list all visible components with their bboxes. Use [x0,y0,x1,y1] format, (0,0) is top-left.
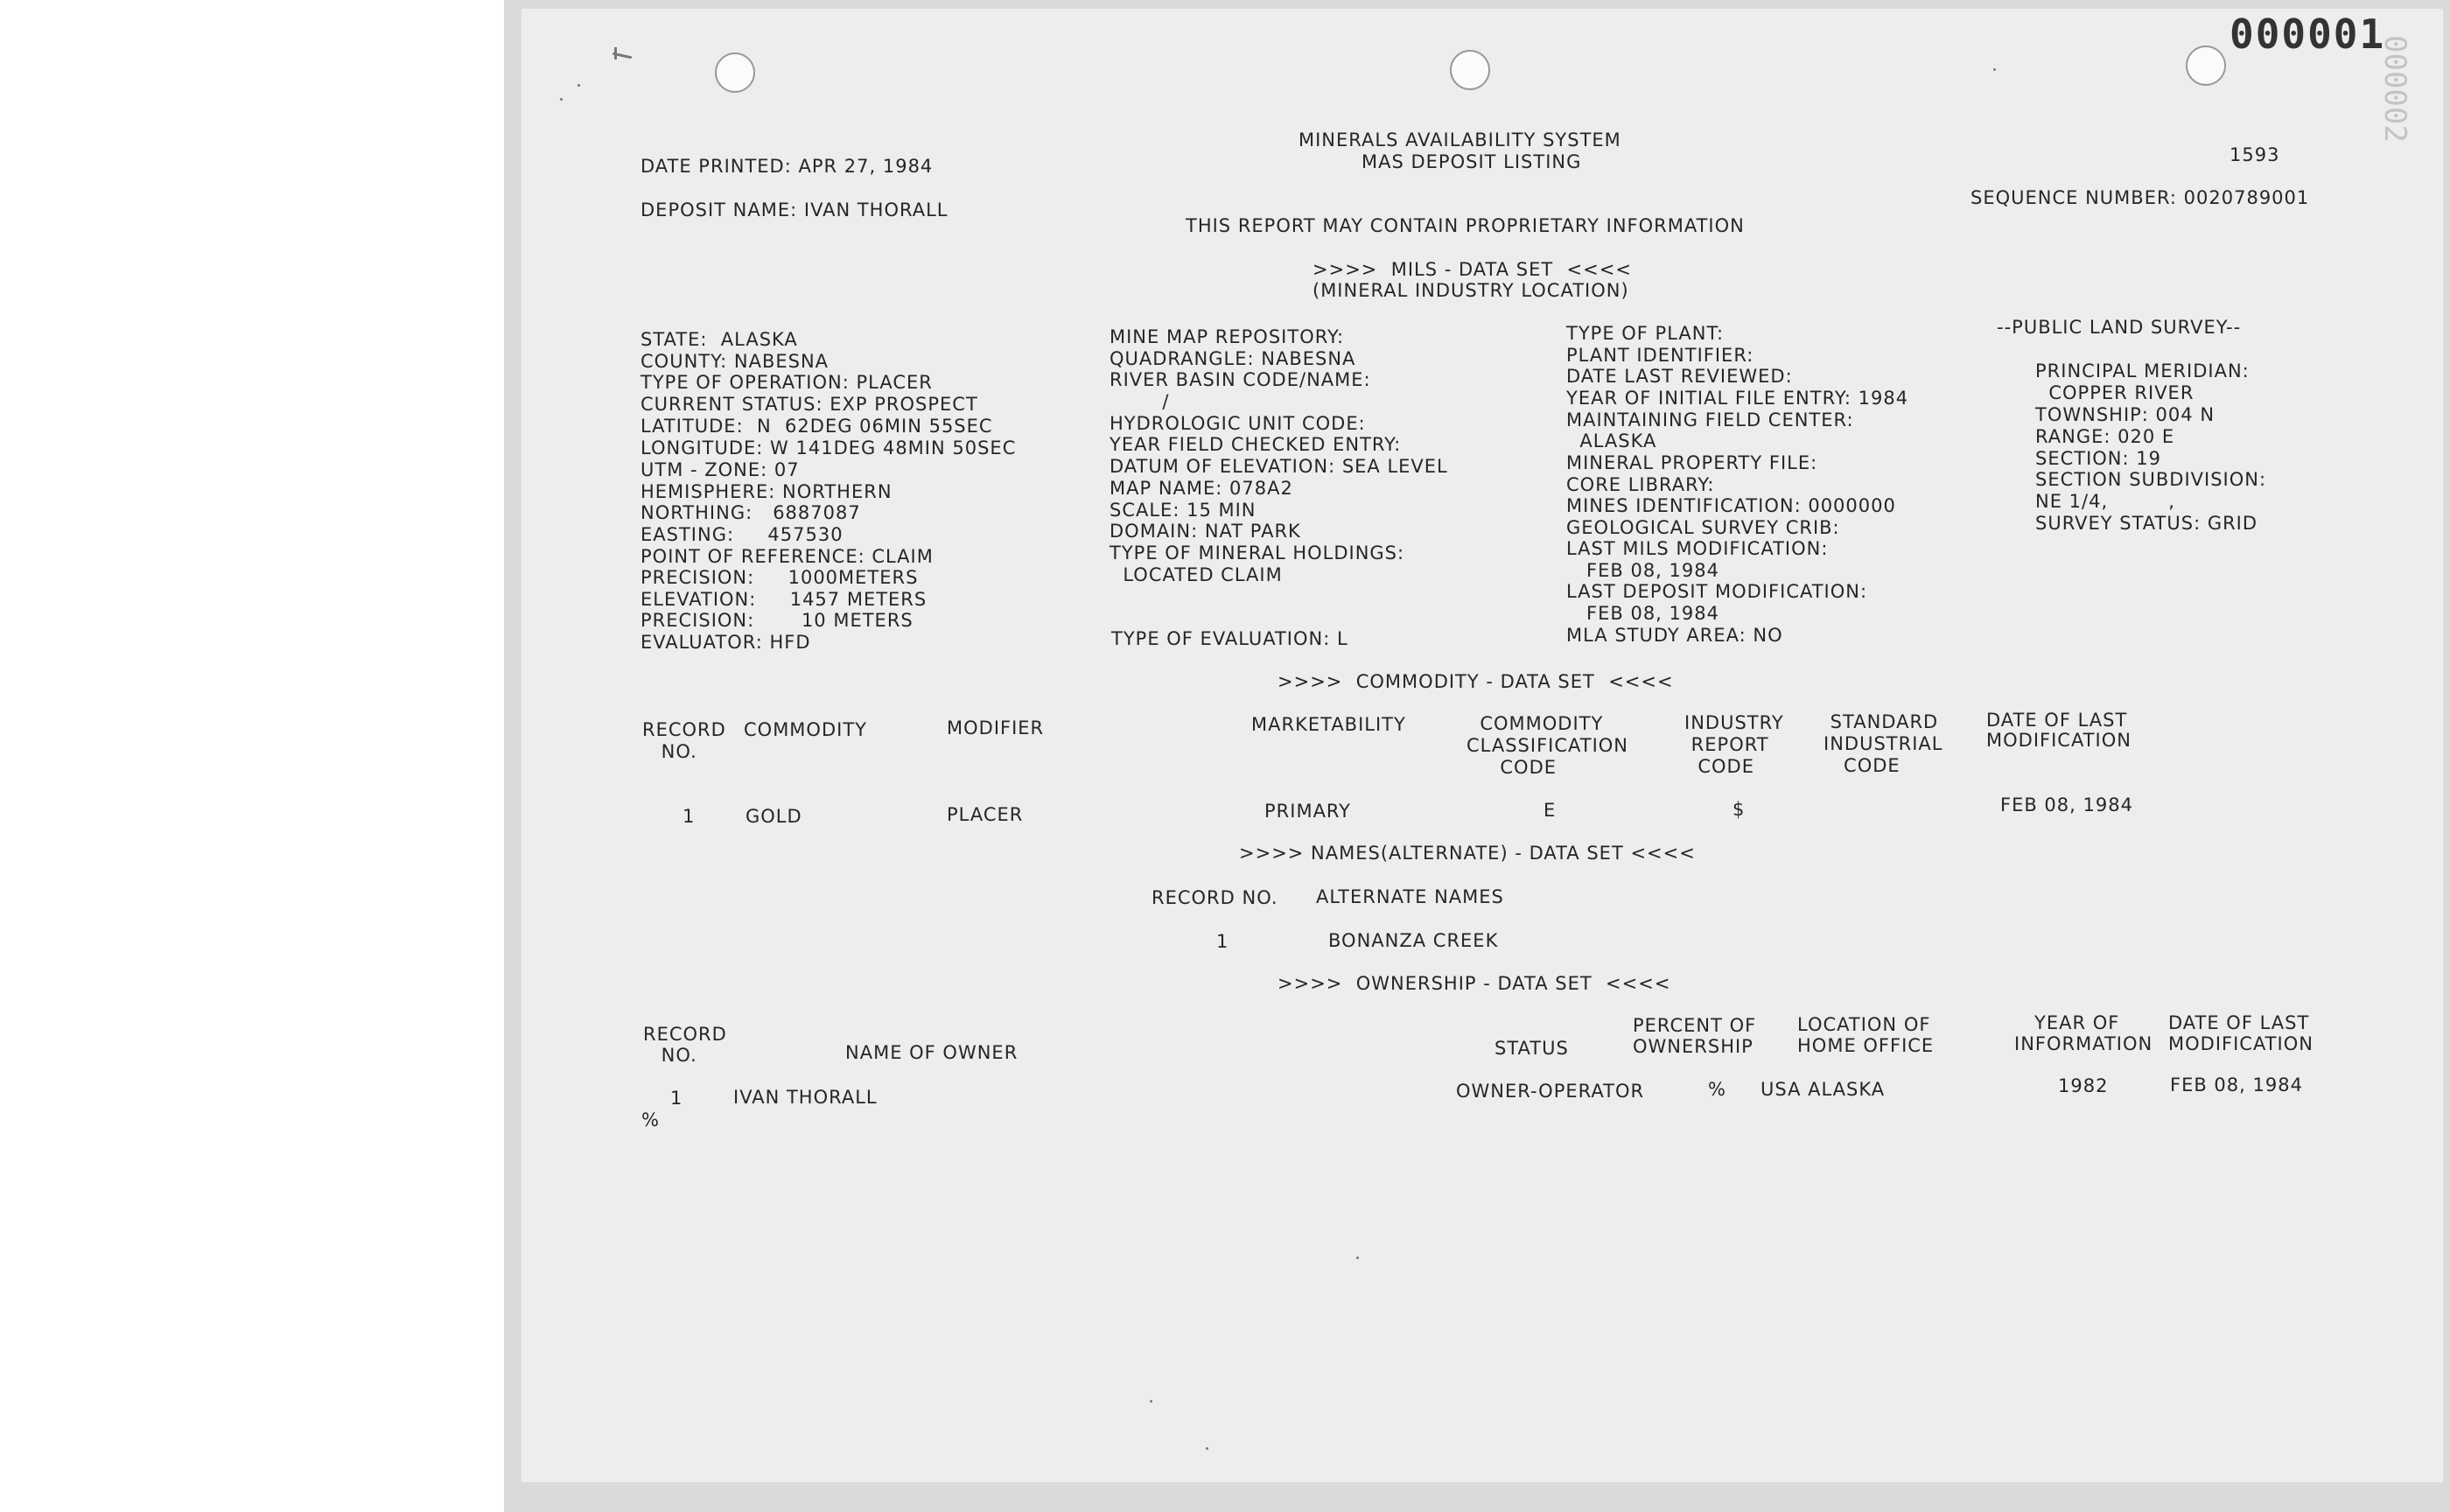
field-meridian-value: COPPER RIVER [2035,382,2194,403]
field-point-of-reference: POINT OF REFERENCE: CLAIM [640,546,934,567]
date-printed: DATE PRINTED: APR 27, 1984 [640,156,934,177]
field-field-center-value: ALASKA [1566,430,1657,452]
field-scale: SCALE: 15 MIN [1110,500,1256,521]
names-heading: >>>> NAMES(ALTERNATE) - DATA SET <<<< [1239,843,1696,864]
document-stamp-ghost: 000002 [2377,35,2412,143]
col-header-alternate-names: ALTERNATE NAMES [1316,886,1504,907]
field-datum-of-elevation: DATUM OF ELEVATION: SEA LEVEL [1110,456,1448,477]
col-header-year-2: INFORMATION [2014,1033,2153,1054]
col-header-industry-report-2: REPORT [1684,734,1769,755]
col-header-date-last-mod-1: DATE OF LAST [1986,710,2128,731]
field-state: STATE: ALASKA [640,329,798,350]
field-evaluator: EVALUATOR: HFD [640,632,811,653]
cell-alternate-name: BONANZA CREEK [1328,930,1499,951]
cell-record-no: 1 [682,806,696,827]
field-map-name: MAP NAME: 078A2 [1110,478,1293,499]
col-header-industry-report-1: INDUSTRY [1684,712,1784,733]
scan-dot [1206,1447,1208,1450]
field-elevation: ELEVATION: 1457 METERS [640,589,928,610]
col-header-date-last-mod-1: DATE OF LAST [2168,1012,2310,1033]
col-header-record-no: NO. [654,741,697,762]
col-header-record: RECORD [643,1024,727,1045]
trailing-percent-mark: % [641,1110,660,1130]
scan-mark [614,47,617,60]
col-header-commodity: COMMODITY [744,719,867,740]
field-year-field-checked: YEAR FIELD CHECKED ENTRY: [1110,434,1402,455]
mils-subheading: (MINERAL INDUSTRY LOCATION) [1312,280,1629,301]
col-header-date-last-mod-2: MODIFICATION [1986,730,2132,751]
field-range: RANGE: 020 E [2035,426,2175,447]
col-header-industry-report-3: CODE [1684,756,1754,777]
field-hemisphere: HEMISPHERE: NORTHERN [640,481,892,502]
cell-industry-report: $ [1732,799,1746,820]
scan-dot [560,98,563,101]
col-header-record-no: NO. [654,1045,697,1066]
field-hydrologic-unit: HYDROLOGIC UNIT CODE: [1110,413,1366,434]
field-mines-identification: MINES IDENTIFICATION: 0000000 [1566,495,1896,516]
ownership-heading: >>>> OWNERSHIP - DATA SET <<<< [1278,973,1671,994]
scan-dot [1150,1400,1152,1403]
field-utm-zone: UTM - ZONE: 07 [640,459,800,480]
col-header-sic-1: STANDARD [1824,711,1939,732]
cell-percent: % [1708,1079,1726,1100]
field-survey-status: SURVEY STATUS: GRID [2035,513,2258,534]
commodity-heading: >>>> COMMODITY - DATA SET <<<< [1278,671,1674,692]
field-mineral-holdings-value: LOCATED CLAIM [1110,564,1283,585]
cell-owner-name: IVAN THORALL [733,1087,878,1108]
col-header-record-no: RECORD NO. [1152,887,1278,908]
cell-location: USA ALASKA [1760,1079,1886,1100]
field-easting: EASTING: 457530 [640,524,844,545]
field-mine-map-repository: MINE MAP REPOSITORY: [1110,326,1345,347]
col-header-marketability: MARKETABILITY [1251,714,1406,735]
sequence-number: SEQUENCE NUMBER: 0020789001 [1970,187,2310,208]
col-header-location-2: HOME OFFICE [1797,1035,1935,1056]
field-type-of-evaluation: TYPE OF EVALUATION: L [1111,628,1348,649]
col-header-classification-1: COMMODITY [1466,713,1604,734]
col-header-percent-1: PERCENT OF [1633,1015,1757,1036]
field-precision-location: PRECISION: 1000METERS [640,567,919,588]
field-river-basin-value: / [1129,391,1170,412]
document-stamp-number: 000001 [2230,10,2386,58]
field-quadrangle: QUADRANGLE: NABESNA [1110,348,1356,369]
field-last-mils-modification: LAST MILS MODIFICATION: [1566,538,1829,559]
col-header-date-last-mod-2: MODIFICATION [2168,1033,2314,1054]
field-northing: NORTHING: 6887087 [640,502,861,523]
col-header-location-1: LOCATION OF [1797,1014,1931,1035]
field-plant-identifier: PLANT IDENTIFIER: [1566,345,1754,366]
field-precision-elevation: PRECISION: 10 METERS [640,610,914,631]
scan-dot [578,84,580,87]
field-section-subdivision: SECTION SUBDIVISION: [2035,469,2267,490]
field-county: COUNTY: NABESNA [640,351,830,372]
col-header-name-of-owner: NAME OF OWNER [845,1042,1018,1063]
deposit-name: DEPOSIT NAME: IVAN THORALL [640,200,948,220]
cell-record-no: 1 [670,1088,683,1109]
cell-classification: E [1544,800,1557,821]
col-header-status: STATUS [1494,1038,1569,1059]
field-type-of-operation: TYPE OF OPERATION: PLACER [640,372,933,393]
mils-heading: >>>> MILS - DATA SET <<<< [1312,259,1632,280]
col-header-classification-3: CODE [1466,757,1558,778]
field-longitude: LONGITUDE: W 141DEG 48MIN 50SEC [640,438,1017,458]
field-last-mils-modification-date: FEB 08, 1984 [1566,560,1719,581]
col-header-sic-3: CODE [1824,755,1900,776]
col-header-classification-2: CLASSIFICATION [1466,735,1628,756]
cell-date-last-mod: FEB 08, 1984 [2170,1074,2303,1096]
system-title: MINERALS AVAILABILITY SYSTEM [1298,130,1621,150]
field-mla-study-area: MLA STUDY AREA: NO [1566,625,1783,646]
cell-year: 1982 [2058,1075,2109,1096]
field-last-deposit-modification-date: FEB 08, 1984 [1566,603,1719,624]
page-number: 1593 [2230,144,2280,165]
cell-modifier: PLACER [947,804,1024,825]
listing-title: MAS DEPOSIT LISTING [1362,151,1582,172]
field-date-last-reviewed: DATE LAST REVIEWED: [1566,366,1793,387]
field-core-library: CORE LIBRARY: [1566,474,1715,495]
field-type-of-mineral-holdings: TYPE OF MINERAL HOLDINGS: [1110,542,1405,564]
punch-hole-center [1450,50,1490,90]
field-domain: DOMAIN: NAT PARK [1110,521,1301,542]
field-geological-survey-crib: GEOLOGICAL SURVEY CRIB: [1566,517,1840,538]
col-header-modifier: MODIFIER [947,718,1045,738]
col-header-sic-2: INDUSTRIAL [1824,733,1943,754]
proprietary-notice: THIS REPORT MAY CONTAIN PROPRIETARY INFORMATION [1186,215,1745,236]
scan-dot [1356,1256,1359,1259]
field-year-initial-file-entry: YEAR OF INITIAL FILE ENTRY: 1984 [1566,388,1909,409]
field-subdivision-value: NE 1/4, , [2035,491,2175,512]
cell-marketability: PRIMARY [1264,801,1352,822]
field-current-status: CURRENT STATUS: EXP PROSPECT [640,394,978,415]
cell-commodity: GOLD [746,806,802,827]
public-land-survey-heading: --PUBLIC LAND SURVEY-- [1997,317,2242,338]
field-river-basin: RIVER BASIN CODE/NAME: [1110,369,1371,390]
field-type-of-plant: TYPE OF PLANT: [1566,323,1725,344]
field-maintaining-field-center: MAINTAINING FIELD CENTER: [1566,410,1854,430]
field-principal-meridian: PRINCIPAL MERIDIAN: [2035,360,2250,382]
cell-status: OWNER-OPERATOR [1456,1081,1645,1102]
punch-hole-left [715,52,755,93]
punch-hole-right [2186,46,2226,86]
col-header-percent-2: OWNERSHIP [1633,1036,1754,1057]
col-header-record: RECORD [642,719,726,740]
field-section: SECTION: 19 [2035,448,2161,469]
scan-dot [1993,68,1996,71]
field-last-deposit-modification: LAST DEPOSIT MODIFICATION: [1566,581,1868,602]
field-mineral-property-file: MINERAL PROPERTY FILE: [1566,452,1818,473]
cell-record-no: 1 [1216,931,1229,952]
field-latitude: LATITUDE: N 62DEG 06MIN 55SEC [640,416,993,437]
col-header-year-1: YEAR OF [2014,1012,2120,1033]
field-township: TOWNSHIP: 004 N [2035,404,2216,425]
cell-date-last-mod: FEB 08, 1984 [2000,794,2133,816]
